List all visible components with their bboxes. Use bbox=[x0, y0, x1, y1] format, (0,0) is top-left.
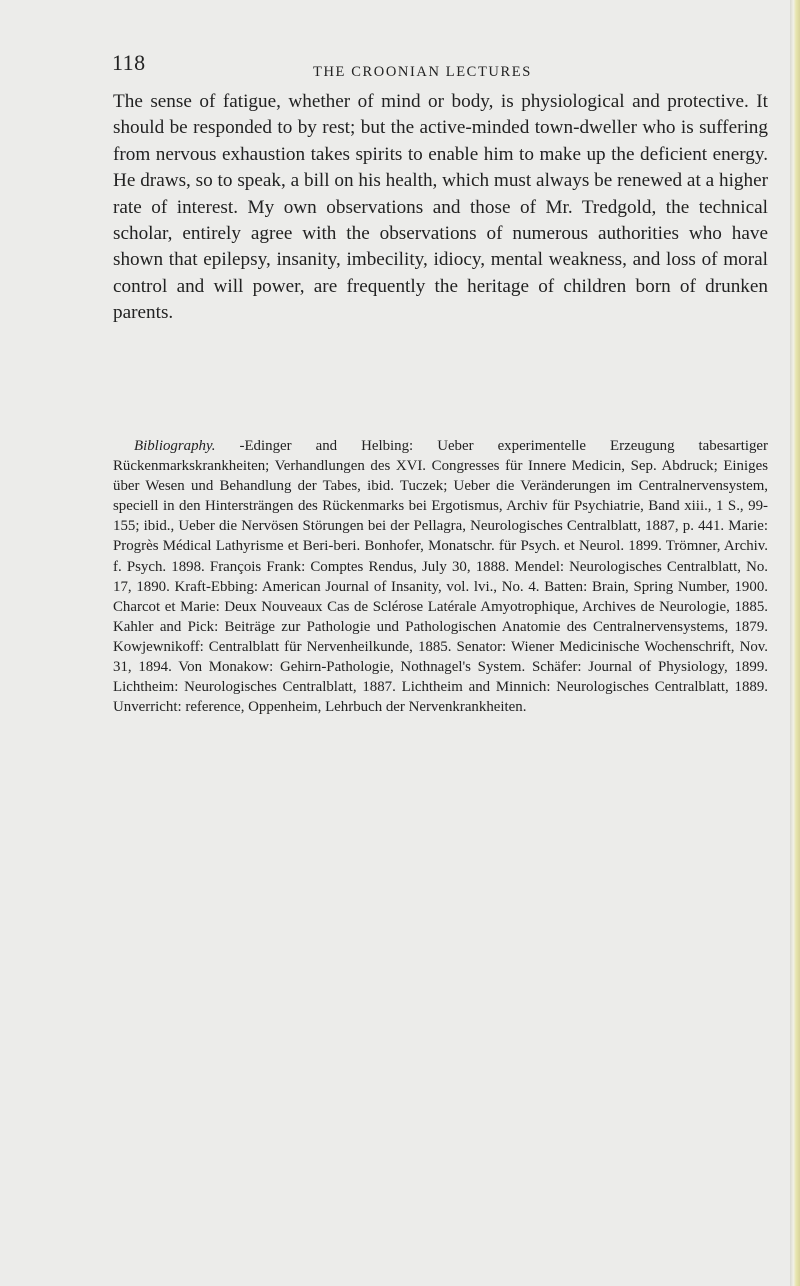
bibliography-label: Bibliography. bbox=[134, 438, 216, 454]
page-number: 118 bbox=[112, 50, 146, 75]
page-edge bbox=[790, 0, 800, 1286]
bibliography-paragraph bbox=[113, 436, 768, 717]
running-head bbox=[0, 50, 790, 84]
bibliography-text: -Edinger and Helbing: Ueber experimentelle Erzeugung tabesartiger Rückenmarkskrankheiten; Verhandlungen des XVI. Congresses für Innere Medicin, Sep. Abdruck; Einiges über Wesen und Behandlung der Tabes, ibid. Tuczek; Ueber die Veränderungen im Centralnervensystem, speciell in den Hintersträngen des Rückenmarks bei Ergotismus, Archiv für Psychiatrie, Band xiii., 1 S., 99-155; ibid., Ueber die Nervösen Störungen bei der Pellagra, Neurologisches Centralblatt, 1887, p. 441. Marie: Progrès Médical Lathyrisme et Beri-beri. Bonhofer, Monatschr. für Psych. et Neurol. 1899. Trömner, Archiv. f. Psych. 1898. François Frank: Comptes Rendus, July 30, 1888. Mendel: Neurologisches Centralblatt, No. 17, 1890. Kraft-Ebbing: American Journal of Insanity, vol. lvi., No. 4. Batten: Brain, Spring Number, 1900. Charcot et Marie: Deux Nouveaux Cas de Sclérose Latérale Amyotrophique, Archives de Neurologie, 1885. Kahler and Pick: Beiträge zur Pathologie und Pathologischen Anatomie des Centralnervensystems, 1879. Kowjewnikoff: Centralblatt für Nervenheilkunde, 1885. Senator: Wiener Medicinische Wochenschrift, Nov. 31, 1894. Von Monakow: Gehirn-Pathologie, Nothnagel's System. Schäfer: Journal of Physiology, 1899. Lichtheim: Neurologisches Centralblatt, 1887. Lichtheim and Minnich: Neurologisches Centralblatt, 1889. Unverricht: reference, Oppenheim, Lehrbuch der Nervenkrankheiten. bbox=[113, 438, 768, 716]
body-paragraph: The sense of fatigue, whether of mind or body, is physiological and protective. It should be responded to by rest; but the active-minded town-dweller who is suffering from nervous exhaustion takes spirits to enable him to make up the deficient energy. He draws, so to speak, a bill on his health, which must always be renewed at a higher rate of interest. My own observations and those of Mr. Tredgold, the technical scholar, entirely agree with the observations of numerous authorities who have shown that epilepsy, insanity, imbecility, idiocy, mental weakness, and loss of moral control and will power, are frequently the heritage of children born of drunken parents. bbox=[113, 91, 768, 324]
running-title: THE CROONIAN LECTURES bbox=[313, 64, 532, 80]
